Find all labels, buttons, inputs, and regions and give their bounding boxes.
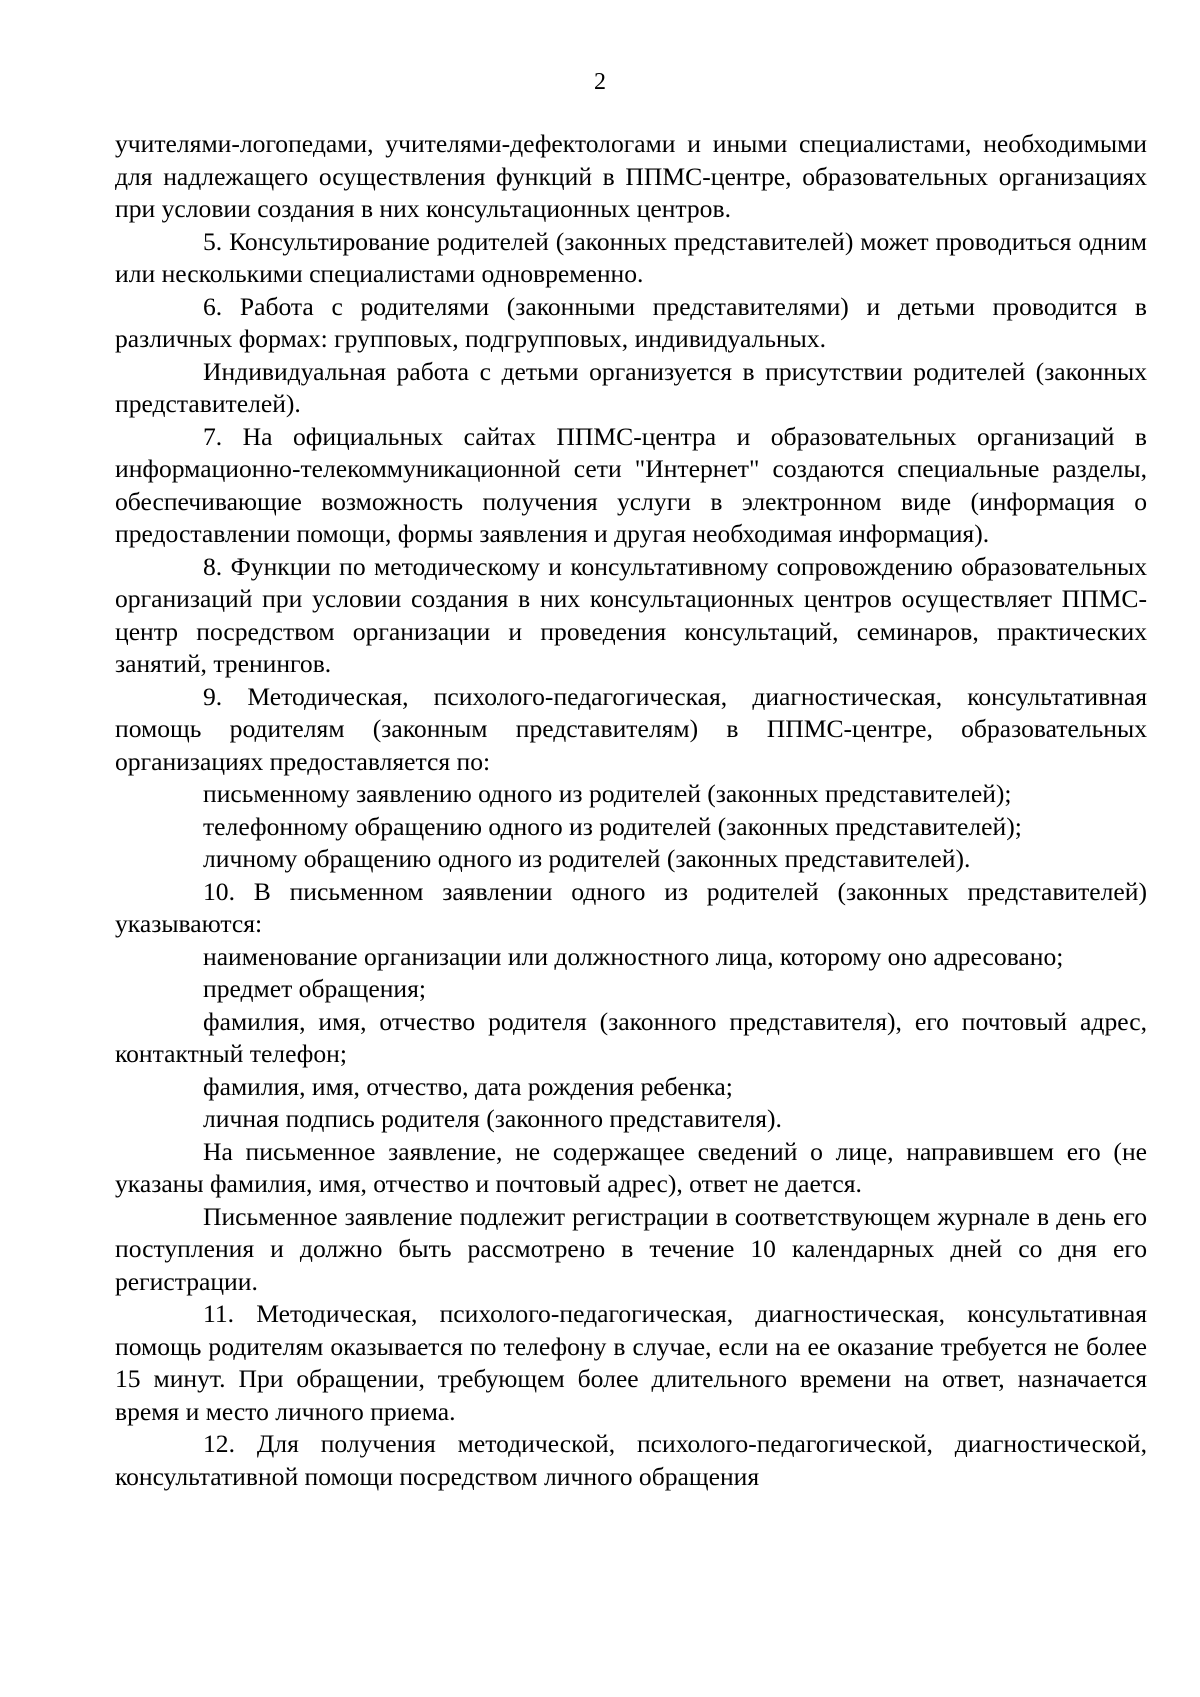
list-item-written-application: письменному заявлению одного из родителей (законных представителей);: [203, 779, 1012, 808]
paragraph-item-5: 5. Консультирование родителей (законных представителей) может проводиться одним или несколькими специалистами одновременно.: [115, 226, 1147, 288]
paragraph-no-answer: На письменное заявление, не содержащее сведений о лице, направившем его (не указаны фамилия, имя, отчество и почтовый адрес), ответ не дается.: [115, 1136, 1147, 1198]
paragraph-item-11: 11. Методическая, психолого-педагогическая, диагностическая, консультативная помощь родителям оказывается по телефону в случае, если на ее оказание требуется не более 15 минут. При обращении, требующем более длительного времени на ответ, назначается время и место личного приема.: [115, 1299, 1147, 1426]
paragraph-item-9: 9. Методическая, психолого-педагогическая, диагностическая, консультативная помощь родителям (законным представителям) в ППМС-центре, образовательных организациях предоставляется по:: [115, 681, 1147, 776]
list-item-parent-details: фамилия, имя, отчество родителя (законного представителя), его почтовый адрес, контактный телефон;: [115, 1006, 1147, 1068]
list-item-subject: предмет обращения;: [203, 974, 426, 1003]
paragraph-individual-work: Индивидуальная работа с детьми организуется в присутствии родителей (законных представителей).: [115, 356, 1147, 418]
list-item-signature: личная подпись родителя (законного представителя).: [203, 1104, 782, 1133]
paragraph-registration: Письменное заявление подлежит регистрации в соответствующем журнале в день его поступления и должно быть рассмотрено в течение 10 календарных дней со дня его регистрации.: [115, 1201, 1147, 1296]
document-body: [115, 128, 1147, 1493]
page-number: 2: [594, 69, 606, 95]
paragraph-item-7: 7. На официальных сайтах ППМС-центра и образовательных организаций в информационно-телекоммуникационной сети "Интернет" создаются специальные разделы, обеспечивающие возможность получения услуги в электронном виде (информация о предоставлении помощи, формы заявления и другая необходимая информация).: [115, 421, 1147, 548]
paragraph-item-8: 8. Функции по методическому и консультативному сопровождению образовательных организаций при условии создания в них консультационных центров осуществляет ППМС-центр посредством организации и проведения консультаций, семинаров, практических занятий, тренингов.: [115, 551, 1147, 678]
paragraph-item-10: 10. В письменном заявлении одного из родителей (законных представителей) указываются:: [115, 876, 1147, 938]
list-item-phone-request: телефонному обращению одного из родителей (законных представителей);: [203, 811, 1022, 841]
paragraph-continuation: учителями-логопедами, учителями-дефектологами и иными специалистами, необходимыми для надлежащего осуществления функций в ППМС-центре, образовательных организациях при условии создания в них консультационных центров.: [115, 129, 1147, 223]
paragraph-item-12: 12. Для получения методической, психолого-педагогической, диагностической, консультативной помощи посредством личного обращения: [115, 1429, 1147, 1491]
list-item-personal-request: личному обращению одного из родителей (законных представителей).: [203, 844, 971, 873]
list-item-addressee: наименование организации или должностного лица, которому оно адресовано;: [203, 941, 1064, 971]
list-item-child-details: фамилия, имя, отчество, дата рождения ребенка;: [203, 1071, 733, 1101]
paragraph-item-6: 6. Работа с родителями (законными представителями) и детьми проводится в различных формах: групповых, подгрупповых, индивидуальных.: [115, 291, 1147, 353]
